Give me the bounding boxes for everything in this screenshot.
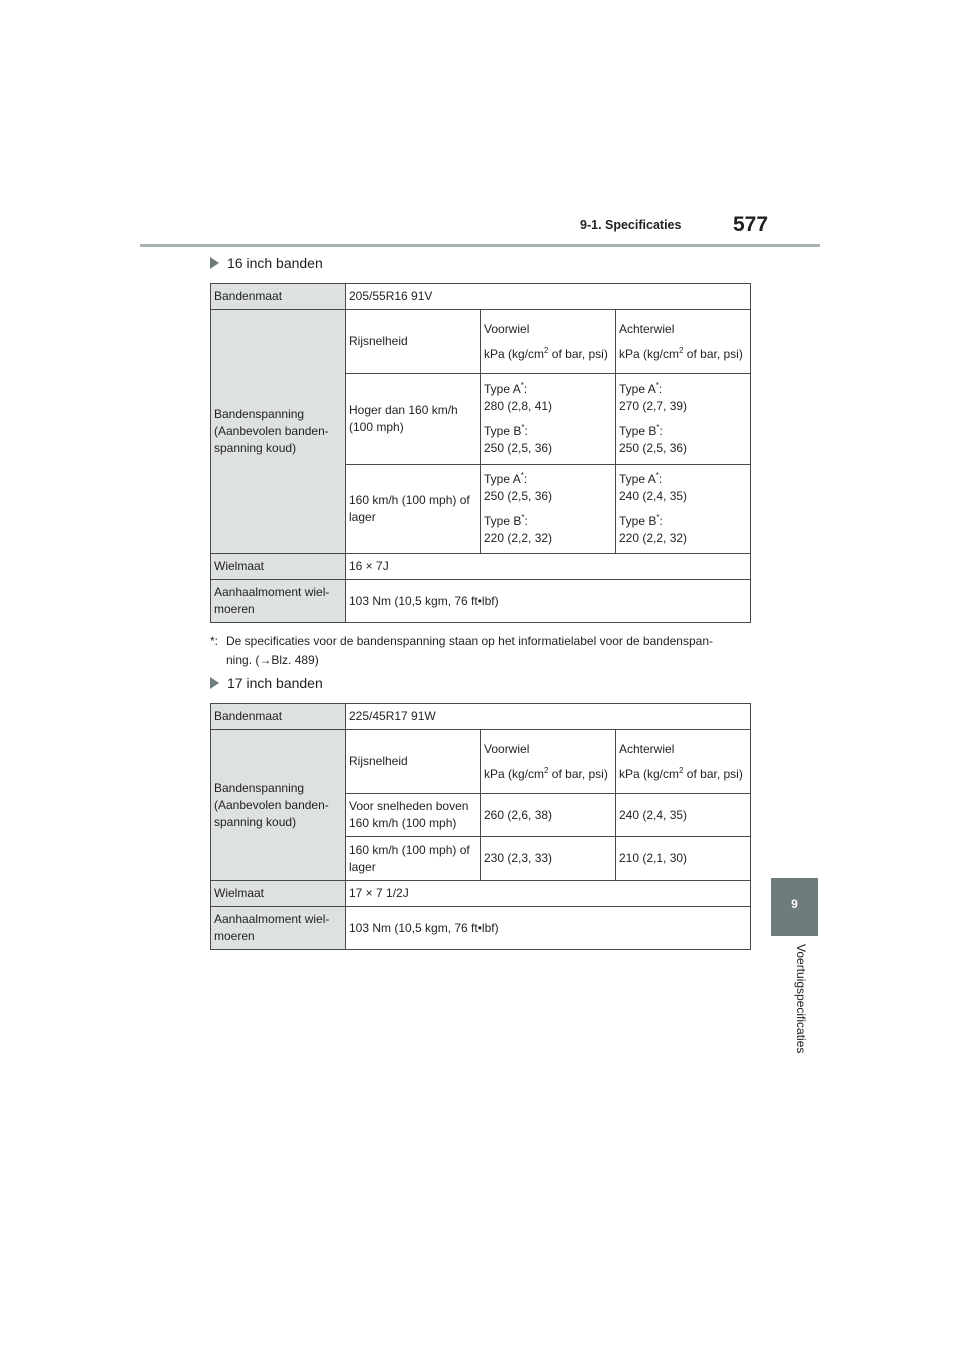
low-speed-label: 160 km/h (100 mph) of lager — [346, 837, 481, 881]
page-number: 577 — [733, 213, 769, 236]
torque-value: 103 Nm (10,5 kgm, 76 ft•lbf) — [346, 580, 751, 623]
low-front-cell: Type A*: 250 (2,5, 36) Type B*: 220 (2,2, 32) — [481, 465, 616, 554]
torque-label: Aanhaalmoment wiel-moeren — [211, 580, 346, 623]
table-row — [211, 554, 751, 580]
footnote-mark: *: — [210, 634, 219, 648]
high-front-value: 260 (2,6, 38) — [481, 794, 616, 837]
high-front-b: 250 (2,5, 36) — [484, 441, 553, 455]
high-rear-value: 240 (2,4, 35) — [616, 794, 751, 837]
table-row — [211, 881, 751, 907]
header-divider — [140, 244, 820, 247]
footnote-text-cont: ning. (→Blz. 489) — [226, 653, 319, 667]
wheel-size-value: 16 × 7J — [346, 554, 751, 580]
rear-header — [616, 310, 751, 374]
footnote-text: De specificaties voor de bandenspanning staan op het informatielabel voor de bandenspan- — [226, 634, 713, 648]
footnote — [210, 632, 755, 670]
front-label: Voorwiel — [484, 741, 530, 756]
wheel-size-value: 17 × 7 1/2J — [346, 881, 751, 907]
front-header — [481, 310, 616, 374]
front-label: Voorwiel — [484, 321, 530, 336]
low-front-a: 250 (2,5, 36) — [484, 489, 553, 503]
wheel-size-label: Wielmaat — [211, 554, 346, 580]
tire-size-label: Bandenmaat — [211, 284, 346, 310]
heading-17-inch — [210, 675, 323, 691]
chapter-label: Voertuigspecificaties — [794, 944, 808, 1054]
section-title: 9-1. Specificaties — [580, 218, 682, 232]
high-speed-label: Hoger dan 160 km/h (100 mph) — [346, 374, 481, 465]
table-row — [211, 310, 751, 374]
low-front-b: 220 (2,2, 32) — [484, 531, 553, 545]
high-front-a: 280 (2,8, 41) — [484, 399, 553, 413]
low-rear-a: 240 (2,4, 35) — [619, 489, 688, 503]
speed-label: Rijsnelheid — [346, 730, 481, 794]
rear-label: Achterwiel — [619, 321, 675, 336]
rear-label: Achterwiel — [619, 741, 675, 756]
tire-table-16 — [210, 283, 751, 623]
high-rear-b: 250 (2,5, 36) — [619, 441, 688, 455]
front-header — [481, 730, 616, 794]
wheel-size-label: Wielmaat — [211, 881, 346, 907]
low-speed-label: 160 km/h (100 mph) of lager — [346, 465, 481, 554]
torque-label: Aanhaalmoment wiel-moeren — [211, 907, 346, 950]
pressure-label: Bandenspanning (Aanbevolen banden-spanning koud) — [211, 310, 346, 554]
unit-text: kPa ($kg/cm^2$ of bar, psi) — [619, 765, 743, 781]
triangle-bullet-icon — [210, 257, 219, 269]
heading-17-inch-text: 17 inch banden — [227, 675, 323, 691]
low-front-value: 230 (2,3, 33) — [481, 837, 616, 881]
speed-label: Rijsnelheid — [346, 310, 481, 374]
unit-text: kPa ($kg/cm^2$ of bar, psi) — [484, 345, 608, 361]
low-rear-cell: Type A*: 240 (2,4, 35) Type B*: 220 (2,2, 32) — [616, 465, 751, 554]
heading-16-inch-text: 16 inch banden — [227, 255, 323, 271]
high-speed-label: Voor snelheden boven 160 km/h (100 mph) — [346, 794, 481, 837]
high-front-cell: Type A*: 280 (2,8, 41) Type B*: 250 (2,5, 36) — [481, 374, 616, 465]
heading-16-inch — [210, 255, 323, 271]
torque-value: 103 Nm (10,5 kgm, 76 ft•lbf) — [346, 907, 751, 950]
low-rear-b: 220 (2,2, 32) — [619, 531, 688, 545]
tire-size-value: 205/55R16 91V — [346, 284, 751, 310]
chapter-number: 9 — [791, 897, 798, 911]
unit-text: kPa ($kg/cm^2$ of bar, psi) — [619, 345, 743, 361]
rear-header — [616, 730, 751, 794]
tire-size-label: Bandenmaat — [211, 704, 346, 730]
table-row — [211, 907, 751, 950]
unit-text: kPa ($kg/cm^2$ of bar, psi) — [484, 765, 608, 781]
table-row — [211, 284, 751, 310]
tire-table-17 — [210, 703, 751, 950]
tire-size-value: 225/45R17 91W — [346, 704, 751, 730]
table-row — [211, 580, 751, 623]
high-rear-a: 270 (2,7, 39) — [619, 399, 688, 413]
table-row — [211, 704, 751, 730]
low-rear-value: 210 (2,1, 30) — [616, 837, 751, 881]
pressure-label: Bandenspanning (Aanbevolen banden-spanning koud) — [211, 730, 346, 881]
table-row — [211, 730, 751, 794]
triangle-bullet-icon — [210, 677, 219, 689]
high-rear-cell: Type A*: 270 (2,7, 39) Type B*: 250 (2,5, 36) — [616, 374, 751, 465]
